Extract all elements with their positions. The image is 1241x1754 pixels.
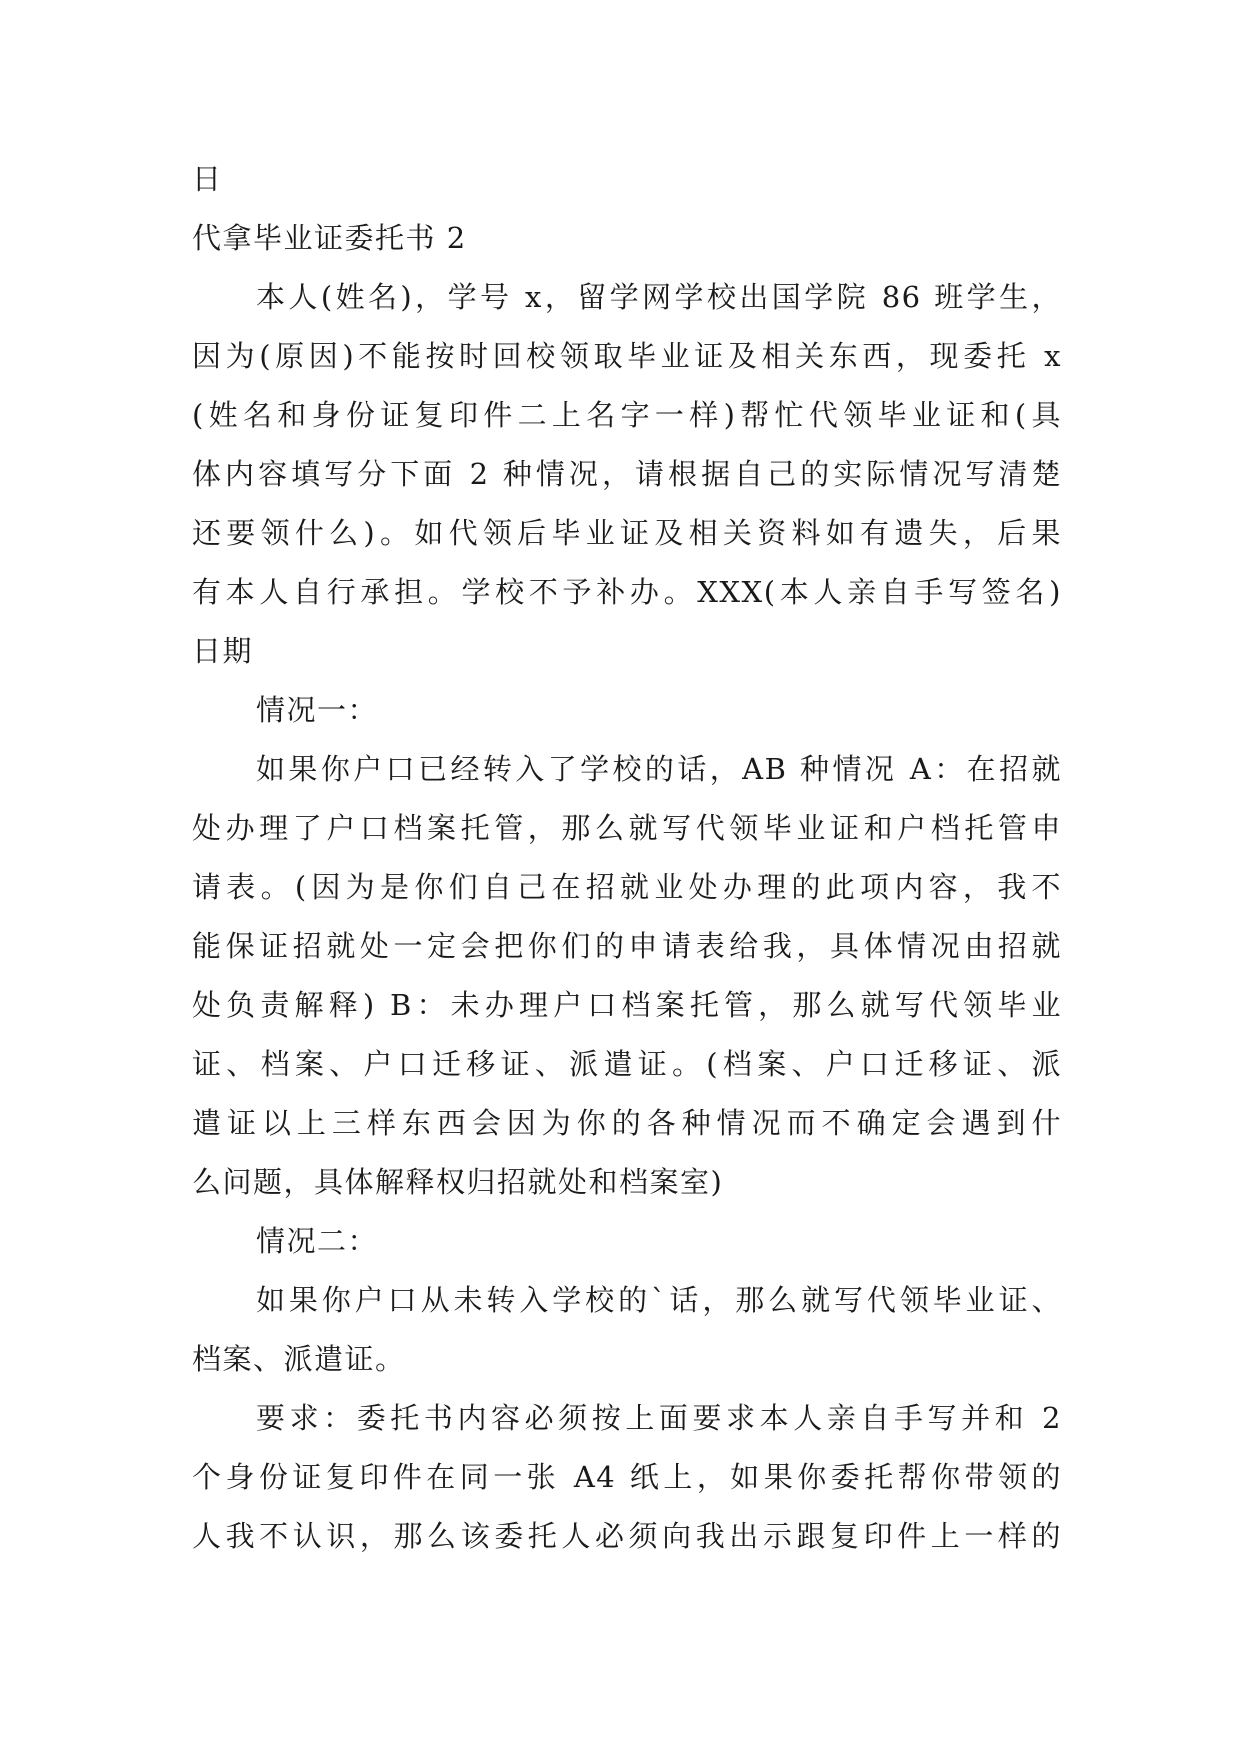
document-title: 代拿毕业证委托书 2 [192,221,467,255]
text-line: 请表。(因为是你们自己在招就业处办理的此项内容，我不 [192,870,1062,904]
section-heading: 情况二： [256,1224,379,1258]
text-line: 日期 [192,634,254,668]
text-line: 体内容填写分下面 2 种情况，请根据自己的实际情况写清楚 [192,457,1062,491]
text-line: 本人(姓名)，学号 x，留学网学校出国学院 86 班学生， [256,280,1062,314]
text-line: 还要领什么)。如代领后毕业证及相关资料如有遗失，后果 [192,516,1062,550]
text-line: 如果你户口已经转入了学校的话，AB 种情况 A：在招就 [256,752,1062,786]
text-line: 档案、派遣证。 [192,1342,406,1376]
text-line: 能保证招就处一定会把你们的申请表给我，具体情况由招就 [192,929,1062,963]
text-line: (姓名和身份证复印件二上名字一样)帮忙代领毕业证和(具 [192,398,1062,432]
document-body [192,158,1062,1574]
text-line: 如果你户口从未转入学校的`话，那么就写代领毕业证、 [256,1283,1062,1317]
section-heading: 情况一： [256,693,379,727]
text-line: 有本人自行承担。学校不予补办。XXX(本人亲自手写签名) [192,575,1062,609]
text-line: 个身份证复印件在同一张 A4 纸上，如果你委托帮你带领的 [192,1460,1062,1494]
text-line: 处办理了户口档案托管，那么就写代领毕业证和户档托管申 [192,811,1062,845]
text-line: 要求：委托书内容必须按上面要求本人亲自手写并和 2 [256,1401,1062,1435]
text-line: 么问题，具体解释权归招就处和档案室) [192,1165,724,1199]
text-line: 日 [192,162,223,196]
text-line: 证、档案、户口迁移证、派遣证。(档案、户口迁移证、派 [192,1047,1062,1081]
text-line: 人我不认识，那么该委托人必须向我出示跟复印件上一样的 [192,1519,1062,1553]
text-line: 遣证以上三样东西会因为你的各种情况而不确定会遇到什 [192,1106,1062,1140]
text-line: 因为(原因)不能按时回校领取毕业证及相关东西，现委托 x [192,339,1062,373]
text-line: 处负责解释) B：未办理户口档案托管，那么就写代领毕业 [192,988,1062,1022]
